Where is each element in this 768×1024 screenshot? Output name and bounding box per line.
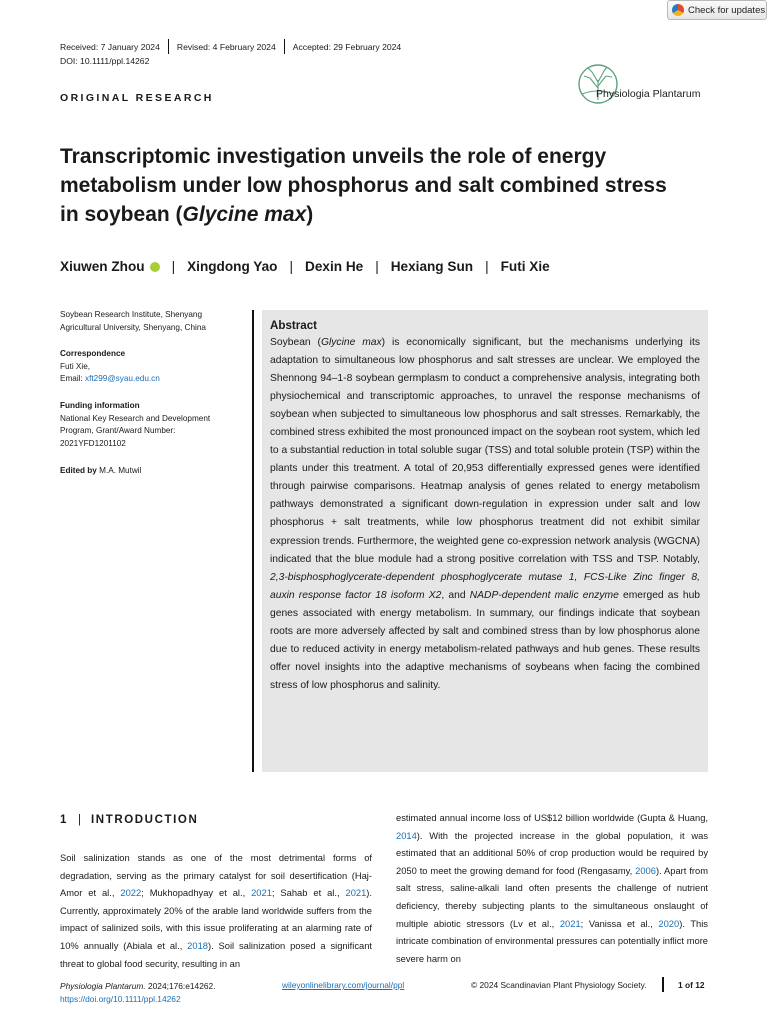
citation-link[interactable]: 2006	[635, 865, 656, 876]
citation-link[interactable]: 2021	[559, 918, 581, 929]
author-separator: |	[375, 259, 379, 274]
date-divider	[168, 39, 169, 54]
intro-right-column: estimated annual income loss of US$12 billion worldwide (Gupta & Huang, 2014). With the projected increase in the global population, it was estimated that an additional 50% of crop production would be required by 2050 to meet the growing demand for food (Rengasamy, 2006). Apart from salt stress, saline-alkali land often presents the challenge of nutrient deficiency, thereby subjecting plants to the simultaneous onslaught of multiple abiotic stressors (Lv et al., 2021; Vanissa et al., 2020). This intricate combination of environmental pressures can potentially inflict more severe harm on	[396, 813, 709, 964]
citation-link[interactable]: 2018	[187, 940, 208, 951]
check-for-updates-label: Check for updates	[688, 4, 766, 16]
doi-link[interactable]: https://doi.org/10.1111/ppl.14262	[60, 994, 181, 1004]
section-heading: 1 | INTRODUCTION	[60, 814, 199, 826]
received-date: Received: 7 January 2024	[60, 41, 160, 52]
footer-citation: Physiologia Plantarum. 2024;176:e14262. https://doi.org/10.1111/ppl.14262	[60, 981, 216, 1004]
section-number: 1	[60, 814, 68, 826]
affiliation: Soybean Research Institute, Shenyang Agricultural University, Shenyang, China	[60, 310, 206, 332]
abstract-heading: Abstract	[270, 319, 318, 332]
author-separator: |	[289, 259, 294, 274]
correspondence: Correspondence Futi Xie, Email: xft299@syau.edu.cn	[60, 349, 160, 384]
journal-site-link[interactable]: wileyonlinelibrary.com/journal/ppl	[282, 980, 405, 990]
article-doi: DOI: 10.1111/ppl.14262	[60, 56, 150, 66]
citation-link[interactable]: 2021	[251, 888, 272, 899]
author-separator: |	[171, 259, 176, 274]
article-dates	[60, 39, 401, 54]
funding-heading: Funding information	[60, 401, 140, 410]
date-divider	[284, 39, 285, 54]
author-name[interactable]: Futi Xie	[500, 259, 550, 274]
abstract-text: Soybean (Glycine max) is economically significant, but the mechanisms underlying its adaptation to simultaneous low phosphorus and salt stresses are unclear. We employed the Shennong 94–1-8 soybean germplasm to conduct a comprehensive analysis, integrating both physiochemical and transcriptomic approaches, to unravel the response mechanisms of soybean when subjected to simultaneous low phosphorus and salt stresses. Remarkably, the combined stress exhibited the most pronounced impact on the soybean root system, which led to a substantial reduction in total soluble sugar (TSS) and total soluble protein (TSP) within the plants under this treatment. A total of 20,953 differentially expressed genes were identified through pairwise comparisons. Heatmap analysis of genes related to energy metabolism pathways demonstrated a significant down-regulation in expression under salt and low phosphorus + salt treatments, while low phosphorus treatment did not exhibit similar expression trends. Furthermore, the weighted gene co-expression network analysis (WGCNA) indicated that the blue module had a strong positive correlation with TSS and TSP. Notably, 2,3-bisphosphoglycerate-dependent phosphoglycerate mutase 1, FCS-Like Zinc finger 8, auxin response factor 18 isoform X2, and NADP-dependent malic enzyme emerged as hub genes associated with energy metabolism. In summary, our findings indicate that soybean roots are more adversely affected by salt and combined stress than by low phosphorus alone due to reduced activity in energy metabolism-related pathways and hub genes. These results offer novel insights into the adaptive mechanisms of soybeans when facing the combined stress of low phosphorus and salinity.	[270, 337, 701, 691]
author-list	[60, 259, 550, 274]
citation-link[interactable]: 2021	[345, 888, 367, 899]
citation-link[interactable]: 2020	[658, 918, 680, 929]
author-name[interactable]: Hexiang Sun	[390, 259, 474, 274]
abstract-box	[262, 310, 708, 772]
copyright: © 2024 Scandinavian Plant Physiology Society.	[471, 980, 647, 990]
correspondence-heading: Correspondence	[60, 349, 126, 358]
edited-by: Edited by M.A. Mutwil	[60, 466, 142, 475]
orcid-icon[interactable]	[150, 262, 160, 272]
intro-left-column: Soil salinization stands as one of the most detrimental forms of degradation, serving as the primary catalyst for soil desertification (Haj-Amor et al., 2022; Mukhopadhyay et al., 2021; Sahab et al., 2021). Currently, approximately 20% of the arable land worldwide suffers from the impact of salinized soils, with this issue proliferating at an alarming rate of 10% annually (Abiala et al., 2018). Soil salinization posed a significant threat to global food security, resulting in an	[60, 853, 373, 969]
footer-divider	[662, 977, 664, 992]
abstract-rule	[252, 310, 254, 772]
citation-link[interactable]: 2014	[396, 830, 417, 841]
page-number: 1 of 12	[678, 980, 705, 990]
citation-link[interactable]: 2022	[120, 888, 142, 899]
journal-name: Physiologia Plantarum	[596, 88, 701, 100]
check-for-updates-button[interactable]	[667, 0, 767, 20]
accepted-date: Accepted: 29 February 2024	[292, 41, 402, 52]
author-name[interactable]: Dexin He	[305, 259, 364, 274]
section-title: INTRODUCTION	[91, 814, 199, 826]
email-link[interactable]: xft299@syau.edu.cn	[85, 374, 160, 384]
funding-information: Funding information National Key Research and Development Program, Grant/Award Number: 2021YFD1201102	[60, 401, 211, 448]
article-type: ORIGINAL RESEARCH	[60, 92, 214, 104]
author-name[interactable]: Xiuwen Zhou	[60, 259, 145, 274]
article-title: Transcriptomic investigation unveils the role of energy metabolism under low phosphorus and salt combined stress in soybean (Glycine max)	[60, 145, 667, 226]
revised-date: Revised: 4 February 2024	[176, 41, 276, 52]
crossmark-icon	[672, 4, 684, 16]
author-separator: |	[485, 259, 489, 274]
author-name[interactable]: Xingdong Yao	[187, 259, 278, 274]
